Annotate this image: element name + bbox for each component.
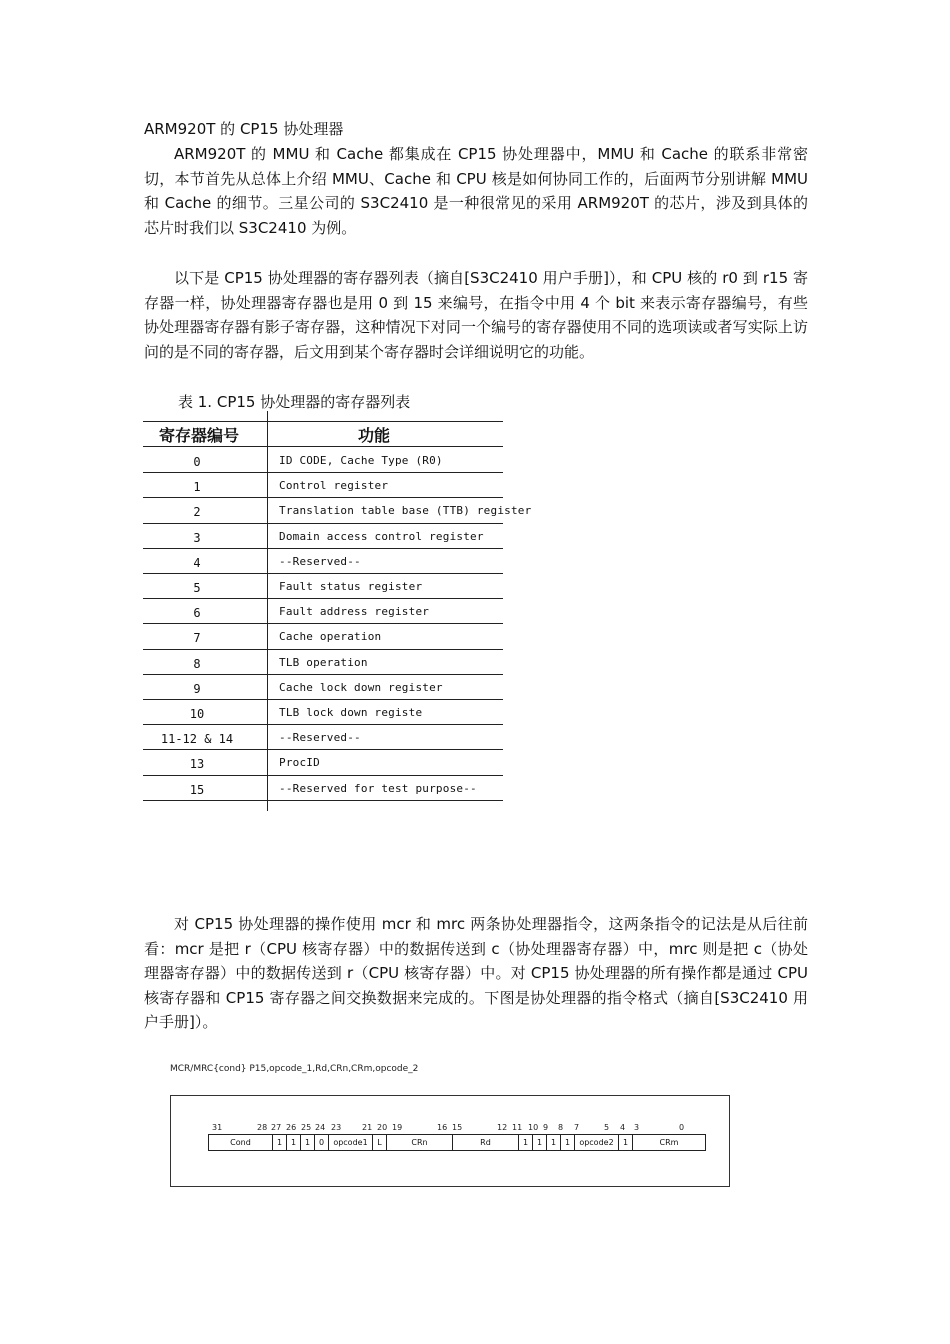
register-number-cell: 2 bbox=[193, 505, 201, 520]
table-column-divider bbox=[267, 411, 268, 811]
table-row-border bbox=[143, 775, 503, 776]
instruction-field-row bbox=[208, 1134, 706, 1151]
register-number-cell: 10 bbox=[189, 707, 205, 721]
table-row-border bbox=[143, 497, 503, 498]
register-number-cell: 5 bbox=[193, 581, 201, 595]
register-number-cell: 13 bbox=[189, 757, 205, 772]
register-function-cell: ProcID bbox=[279, 756, 320, 770]
instruction-syntax-label: MCR/MRC{cond} P15,opcode_1,Rd,CRn,CRm,opcode_2 bbox=[170, 1064, 419, 1074]
instruction-field-cell: CRm bbox=[659, 1138, 679, 1147]
table-caption: 表 1. CP15 协处理器的寄存器列表 bbox=[178, 393, 411, 411]
register-number-cell: 7 bbox=[193, 631, 201, 646]
table-row-border bbox=[143, 573, 503, 574]
bit-number-label: 26 bbox=[286, 1123, 297, 1132]
bit-number-label: 21 bbox=[362, 1123, 373, 1132]
bit-number-label: 3 bbox=[634, 1123, 640, 1132]
table-header-border bbox=[143, 446, 503, 447]
instruction-field-cell: 0 bbox=[315, 1135, 329, 1150]
bit-number-label: 4 bbox=[620, 1123, 626, 1132]
register-table bbox=[143, 411, 532, 811]
instruction-field-cell: 1 bbox=[547, 1135, 561, 1150]
register-function-cell: Domain access control register bbox=[279, 529, 484, 543]
document-title: ARM920T 的 CP15 协处理器 bbox=[144, 120, 344, 138]
register-number-cell: 4 bbox=[193, 555, 201, 570]
bit-number-label: 8 bbox=[558, 1123, 564, 1132]
instruction-field-cell: 1 bbox=[519, 1135, 533, 1150]
bit-number-label: 9 bbox=[543, 1123, 549, 1132]
bit-number-label: 20 bbox=[377, 1123, 388, 1132]
table-row-border bbox=[143, 800, 503, 801]
table-row-border bbox=[143, 749, 503, 750]
instruction-field-cell: L bbox=[373, 1135, 387, 1150]
table-row-border bbox=[143, 674, 503, 675]
bit-number-label: 23 bbox=[331, 1123, 342, 1132]
header-function: 功能 bbox=[358, 426, 391, 445]
register-function-cell: Fault address register bbox=[279, 605, 430, 619]
instruction-field-cell: Cond bbox=[209, 1135, 273, 1150]
register-function-cell: Cache lock down register bbox=[279, 680, 443, 694]
register-function-cell: --Reserved for test purpose-- bbox=[279, 781, 477, 795]
header-register-number: 寄存器编号 bbox=[159, 426, 240, 445]
instruction-field-cell: 1 bbox=[287, 1135, 301, 1150]
register-function-cell: Cache operation bbox=[279, 630, 382, 644]
bit-number-label: 7 bbox=[574, 1123, 580, 1132]
register-number-cell: 15 bbox=[189, 782, 205, 797]
instruction-field-cell: Rd bbox=[453, 1135, 519, 1150]
register-function-cell: TLB operation bbox=[279, 655, 368, 669]
instruction-field-cell: 1 bbox=[533, 1135, 547, 1150]
bit-number-label: 27 bbox=[271, 1123, 282, 1132]
bit-number-label: 28 bbox=[257, 1123, 268, 1132]
register-number-cell: 8 bbox=[193, 656, 201, 671]
paragraph-intro: ARM920T 的 MMU 和 Cache 都集成在 CP15 协处理器中，MMU 和 Cache 的联系非常密切，本节首先从总体上介绍 MMU、Cache 和 CPU 核是如何协同工作的，后面两节分别讲解 MMU 和 Cache 的细节。三星公司的 S3C2410 是一种很常见的采用 ARM920T 的芯片，涉及到具体的芯片时我们以 S3C2410 为例。 bbox=[144, 145, 808, 237]
register-function-cell: --Reserved-- bbox=[279, 554, 361, 568]
register-function-cell: TLB lock down registe bbox=[279, 706, 423, 719]
instruction-field-cell: 1 bbox=[301, 1135, 315, 1150]
table-row-border bbox=[143, 523, 503, 524]
bit-number-label: 16 bbox=[437, 1123, 448, 1132]
table-top-border bbox=[143, 421, 503, 422]
register-function-cell: --Reserved-- bbox=[279, 731, 361, 745]
bit-number-label: 0 bbox=[679, 1123, 685, 1132]
register-number-cell: 6 bbox=[193, 606, 201, 621]
register-number-cell: 9 bbox=[193, 681, 201, 696]
bit-number-label: 5 bbox=[604, 1123, 610, 1132]
register-number-cell: 0 bbox=[193, 455, 201, 469]
bit-number-label: 10 bbox=[528, 1123, 539, 1132]
bit-number-label: 11 bbox=[512, 1123, 523, 1132]
register-function-cell: Control register bbox=[279, 479, 389, 493]
instruction-field-cell: opcode2 bbox=[575, 1135, 619, 1150]
bit-number-label: 24 bbox=[315, 1123, 326, 1132]
instruction-field-cell: opcode1 bbox=[329, 1135, 373, 1150]
bit-number-label: 12 bbox=[497, 1123, 508, 1132]
table-row-border bbox=[143, 472, 503, 473]
table-row-border bbox=[143, 649, 503, 650]
bit-number-label: 31 bbox=[212, 1123, 223, 1132]
register-function-cell: Fault status register bbox=[279, 580, 423, 593]
paragraph-register-list: 以下是 CP15 协处理器的寄存器列表（摘自[S3C2410 用户手册]），和 CPU 核的 r0 到 r15 寄存器一样，协处理器寄存器也是用 0 到 15 来编号，在指令中用 4 个 bit 来表示寄存器编号，有些协处理器寄存器有影子寄存器，这种情况下对同一个编号的寄存器使用不同的选项读或者写实际上访问的是不同的寄存器，后文用到某个寄存器时会详细说明它的功能。 bbox=[144, 269, 808, 361]
bit-number-label: 19 bbox=[392, 1123, 403, 1132]
table-row-border bbox=[143, 548, 503, 549]
instruction-field-cell: 1 bbox=[273, 1135, 287, 1150]
table-row-border bbox=[143, 699, 503, 700]
register-number-cell: 1 bbox=[193, 480, 201, 495]
instruction-field-cell: 1 bbox=[619, 1135, 633, 1150]
register-function-cell: ID CODE, Cache Type (R0) bbox=[279, 454, 443, 467]
table-row-border bbox=[143, 623, 503, 624]
register-function-cell: Translation table base (TTB) register bbox=[279, 504, 532, 518]
paragraph-mcr-mrc: 对 CP15 协处理器的操作使用 mcr 和 mrc 两条协处理器指令，这两条指令的记法是从后往前看：mcr 是把 r（CPU 核寄存器）中的数据传送到 c（协处理器寄存器）中，mrc 则是把 c（协处理器寄存器）中的数据传送到 r（CPU 核寄存器）中。对 CP15 协处理器的所有操作都是通过 CPU 核寄存器和 CP15 寄存器之间交换数据来完成的。下图是协处理器的指令格式（摘自[S3C2410 用户手册]）。 bbox=[144, 915, 808, 1031]
instruction-field-cell: 1 bbox=[561, 1135, 575, 1150]
table-row-border bbox=[143, 724, 503, 725]
register-number-cell: 3 bbox=[193, 530, 201, 545]
bit-number-label: 25 bbox=[301, 1123, 312, 1132]
instruction-field-cell: CRn bbox=[387, 1135, 453, 1150]
bit-number-label: 15 bbox=[452, 1123, 463, 1132]
table-row-border bbox=[143, 598, 503, 599]
register-number-cell: 11-12 & 14 bbox=[160, 732, 234, 747]
